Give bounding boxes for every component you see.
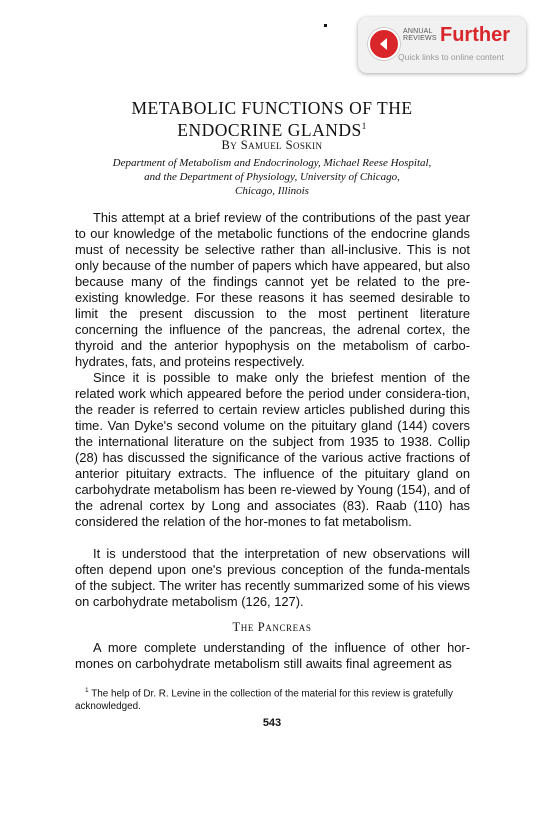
section-heading: The Pancreas: [232, 620, 312, 634]
affiliation-line3: Chicago, Illinois: [235, 185, 309, 197]
footnote-text: The help of Dr. R. Levine in the collection of the material for this review is gratefully acknowledged.: [75, 688, 453, 713]
author-line: [0, 138, 544, 153]
page-title-line2-text: ENDOCRINE GLANDS: [177, 119, 362, 140]
affiliation-line1: Department of Metabolism and Endocrinology, Michael Reese Hospital,: [112, 157, 432, 169]
body-paragraph-1: This attempt at a brief review of the contributions of the past year to our knowledge of the metabolic functions of the endocrine glands must of necessity be selective rather than all-inclusive. This is not only because of the number of papers which have appeared, but also because many of the findings cannot yet be related to the pre-existing knowledge. For these reasons it has seemed desirable to limit the present discussion to the most pertinent literature concerning the influence of the pancreas, the adrenal cortex, the thyroid and the anterior hypophysis on the metabolism of carbo-hydrates, fats, and proteins respectively.: [75, 210, 470, 369]
play-circle-icon: [368, 28, 400, 60]
affiliation-line2: and the Department of Physiology, University of Chicago,: [144, 171, 400, 183]
page-title-line2: [0, 117, 544, 140]
page-title-line1: METABOLIC FUNCTIONS OF THE: [131, 98, 413, 118]
further-badge[interactable]: [358, 17, 526, 73]
title-footnote-marker[interactable]: 1: [361, 121, 367, 131]
author-name: Samuel Soskin: [240, 138, 323, 152]
footnote: [75, 684, 470, 713]
body-paragraph-3: It is understood that the interpretation of new observations will often depend upon one's previous conception of the funda-mentals of the subject. The writer has recently summarized some of his views on carbohydrate metabolism (126, 127).: [75, 546, 470, 609]
badge-subtitle: Quick links to online content: [398, 52, 504, 62]
footnote-marker: 1: [85, 687, 89, 694]
badge-reviews-label: REVIEWS: [403, 35, 437, 42]
stray-mark: [324, 24, 327, 27]
body-paragraph-2: Since it is possible to make only the briefest mention of the related work which appeared before the period under considera-tion, the reader is referred to certain review articles published during this time. Van Dyke's second volume on the pituitary gland (144) covers the international literature on the subject from 1935 to 1938. Collip (28) has discussed the significance of the various active fractions of anterior pituitary extracts. The influence of the pituitary gland on carbohydrate metabolism has been re-viewed by Young (154), and of the adrenal cortex by Long and associates (83). Raab (110) has considered the relation of the hor-mones to fat metabolism.: [75, 370, 470, 529]
page-number: 543: [262, 717, 282, 729]
badge-annual-label: ANNUAL: [403, 28, 433, 35]
body-paragraph-4: A more complete understanding of the influence of other hor-mones on carbohydrate metabolism still awaits final agreement as: [75, 640, 470, 671]
author-by: By: [221, 138, 241, 152]
badge-further-label: Further: [440, 24, 510, 46]
